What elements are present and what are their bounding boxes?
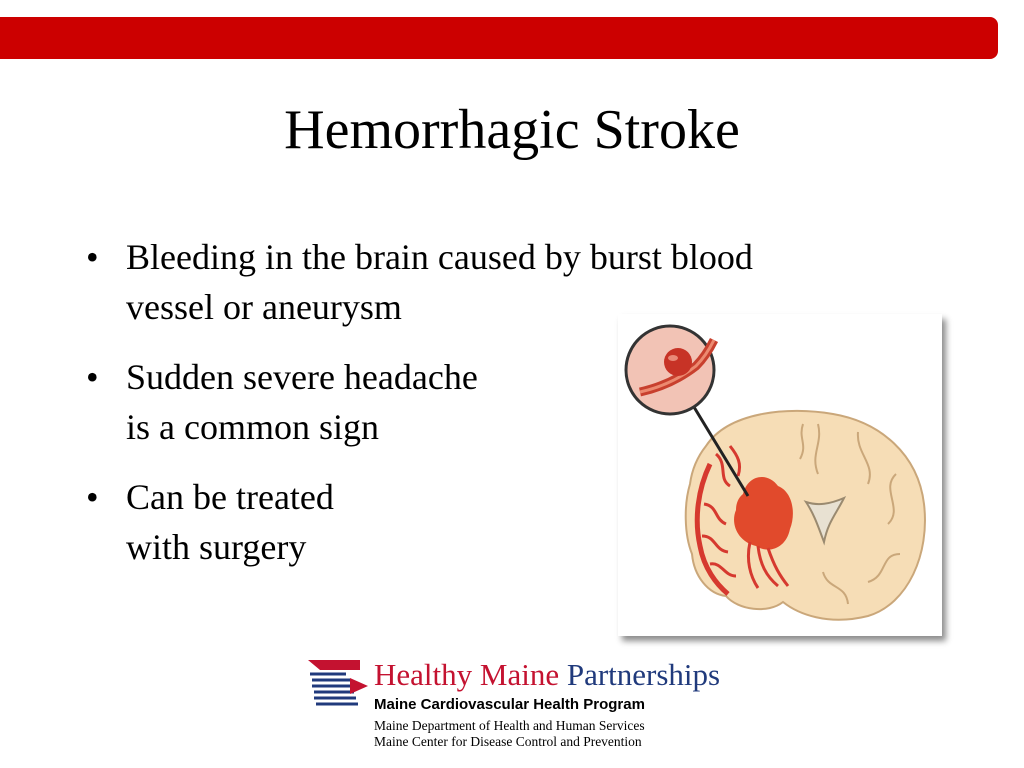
- brain-hemorrhage-icon: [618, 314, 942, 636]
- logo-name: [374, 658, 720, 692]
- bullet-text-line: Can be treated: [126, 477, 334, 517]
- logo-name-part2: Partnerships: [566, 657, 721, 692]
- brain-hemorrhage-figure: [618, 314, 942, 636]
- logo-program: Maine Cardiovascular Health Program: [374, 696, 645, 713]
- bullet-dot-icon: •: [86, 237, 99, 277]
- bullet-text-line: Bleeding in the brain caused by burst blood: [126, 237, 753, 277]
- maine-flag-logo-icon: [306, 656, 372, 712]
- slide-title: Hemorrhagic Stroke: [284, 99, 740, 161]
- logo-name-part1: Healthy Maine: [374, 657, 560, 692]
- bullet-text-line: is a common sign: [126, 407, 379, 447]
- header-accent-bar: [0, 17, 998, 59]
- healthy-maine-logo: [306, 654, 726, 754]
- logo-dept-line2: Maine Center for Disease Control and Prevention: [374, 734, 642, 749]
- bullet-dot-icon: •: [86, 357, 99, 397]
- bullet-text-line: vessel or aneurysm: [126, 287, 402, 327]
- bullet-dot-icon: •: [86, 477, 99, 517]
- bullet-text-line: with surgery: [126, 527, 307, 567]
- logo-dept-line1: Maine Department of Health and Human Services: [374, 718, 645, 733]
- bullet-text-line: Sudden severe headache: [126, 357, 478, 397]
